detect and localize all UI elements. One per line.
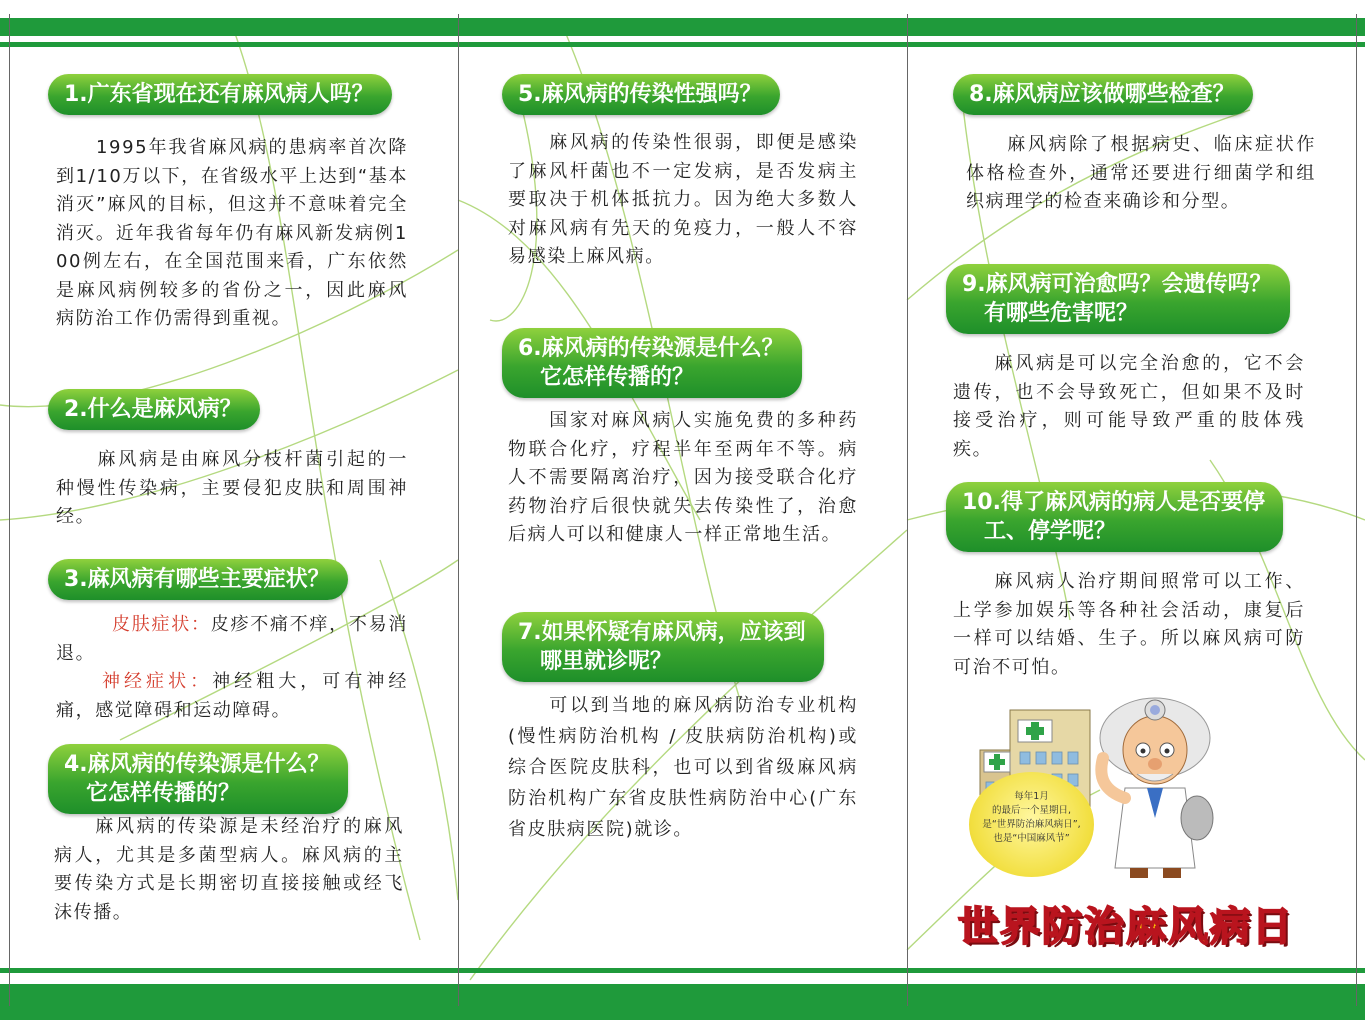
answer-3-text xyxy=(56,611,408,725)
question-6-line-2: 它怎样传播的？ xyxy=(540,365,695,390)
question-6-line-1: 6.麻风病的传染源是什么？ xyxy=(518,336,784,361)
answer-6-text: 国家对麻风病人实施免费的多种药物联合化疗，疗程半年至两年不等。病人不需要隔离治疗，因为接受联合化疗药物治疗后很快就失去传染性了，治愈后病人可以和健康人一样正常地生活。 xyxy=(508,410,858,545)
speech-bubble xyxy=(969,772,1094,877)
bubble-line-1: 每年1月 xyxy=(1014,791,1049,802)
fold-line-2 xyxy=(907,14,908,1006)
question-7-heading xyxy=(502,612,824,682)
bubble-line-4: 也是“中国麻风节” xyxy=(993,833,1070,844)
question-9-line-1: 9.麻风病可治愈吗？会遗传吗？ xyxy=(962,272,1272,297)
answer-10-text: 麻风病人治疗期间照常可以工作、上学参加娱乐等各种社会活动，康复后一样可以结婚、生子。所以麻风病可防可治不可怕。 xyxy=(953,571,1305,678)
question-10-line-1: 10.得了麻风病的病人是否要停 xyxy=(962,490,1265,515)
answer-4-text: 麻风病的传染源是未经治疗的麻风病人，尤其是多菌型病人。麻风病的主要传染方式是长期密切直接接触或经飞沫传播。 xyxy=(54,816,404,923)
world-leprosy-day-banner: 世界防治麻风病日 xyxy=(958,904,1294,950)
question-4-line-2: 它怎样传播的？ xyxy=(86,781,241,806)
answer-1-text: 1995年我省麻风病的患病率首次降到1/10万以下，在省级水平上达到“基本消灭”麻风的目标，但这并不意味着完全消灭。近年我省每年仍有麻风新发病例1 00例左右，在全国范围来看，广东依然是麻风病例较多的省份之一，因此麻风病防治工作仍需得到重视。 xyxy=(56,137,408,329)
skin-symptom-text: 皮疹不痛不痒，不易消退。 xyxy=(56,614,409,664)
right-edge-line xyxy=(1356,14,1357,1006)
question-9-heading xyxy=(946,264,1290,334)
question-9-line-2: 有哪些危害呢？ xyxy=(984,301,1139,326)
question-1-heading: 1.广东省现在还有麻风病人吗？ xyxy=(48,74,392,115)
answer-7-text: 可以到当地的麻风病防治专业机构(慢性病防治机构 / 皮肤病防治机构)或综合医院皮肤科，也可以到省级麻风病防治机构广东省皮肤性病防治中心(广东省皮肤病医院)就诊。 xyxy=(508,695,858,840)
answer-5-text: 麻风病的传染性很弱，即便是感染了麻风杆菌也不一定发病，是否发病主要取决于机体抵抗力。因为绝大多数人对麻风病有先天的免疫力，一般人不容易感染上麻风病。 xyxy=(508,132,858,267)
answer-8-text: 麻风病除了根据病史、临床症状作体格检查外，通常还要进行细菌学和组织病理学的检查来确诊和分型。 xyxy=(966,134,1316,212)
question-4-line-1: 4.麻风病的传染源是什么？ xyxy=(64,752,330,777)
question-10-line-2: 工、停学呢？ xyxy=(984,519,1117,544)
question-7-line-2: 哪里就诊呢？ xyxy=(540,649,673,674)
left-edge-line xyxy=(9,14,10,1006)
top-green-bar xyxy=(0,18,1365,36)
question-5-heading: 5.麻风病的传染性强吗？ xyxy=(502,74,780,115)
question-6-heading xyxy=(502,328,802,398)
question-7-line-1: 7.如果怀疑有麻风病，应该到 xyxy=(518,620,806,645)
fold-line-1 xyxy=(458,14,459,1006)
question-10-heading xyxy=(946,482,1283,552)
answer-9-text: 麻风病是可以完全治愈的，它不会遗传，也不会导致死亡，但如果不及时接受治疗，则可能导致严重的肢体残疾。 xyxy=(953,353,1305,460)
nerve-symptom-text: 神经粗大，可有神经痛，感觉障碍和运动障碍。 xyxy=(56,671,408,721)
bubble-line-2: 的最后一个星期日, xyxy=(991,805,1072,816)
bottom-thin-green-bar xyxy=(0,968,1365,973)
question-3-heading: 3.麻风病有哪些主要症状？ xyxy=(48,559,348,600)
question-2-heading: 2.什么是麻风病？ xyxy=(48,389,260,430)
answer-2-text: 麻风病是由麻风分枝杆菌引起的一种慢性传染病，主要侵犯皮肤和周围神经。 xyxy=(56,449,408,527)
question-8-heading: 8.麻风病应该做哪些检查？ xyxy=(953,74,1253,115)
question-4-heading xyxy=(48,744,348,814)
nerve-symptom-label: 神经症状： xyxy=(102,671,213,692)
bottom-green-bar xyxy=(0,984,1365,1020)
top-thin-green-bar xyxy=(0,42,1365,47)
doctor-cartoon xyxy=(1085,688,1215,888)
skin-symptom-label: 皮肤症状： xyxy=(112,614,211,635)
bubble-line-3: 是“世界防治麻风病日”, xyxy=(982,819,1081,830)
